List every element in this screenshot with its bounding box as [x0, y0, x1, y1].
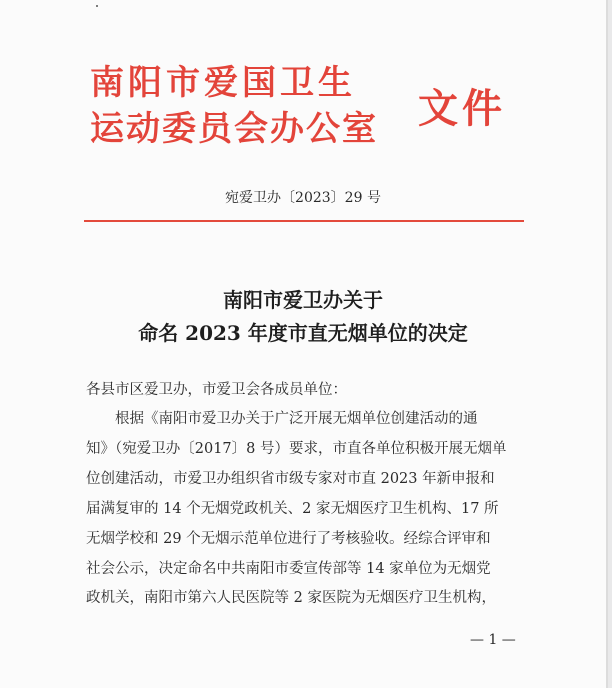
paragraph-line: 知》（宛爱卫办〔2017〕8 号）要求，市直各单位积极开展无烟单 — [86, 441, 507, 457]
paragraph-line: 届满复审的 14 个无烟党政机关、2 家无烟医疗卫生机构、17 所 — [86, 501, 499, 517]
paragraph-line: 根据《南阳市爱卫办关于广泛开展无烟单位创建活动的通 — [115, 411, 478, 427]
red-header-rule — [84, 220, 524, 222]
document-type-label: 文件 — [418, 85, 506, 132]
issuing-org-line-2: 运动委员会办公室 — [90, 109, 378, 149]
salutation: 各县市区爱卫办，市爱卫会各成员单位： — [86, 382, 347, 398]
issuing-org-line-1: 南阳市爱国卫生 — [90, 63, 356, 103]
scan-speck — [96, 5, 98, 7]
paragraph-line: 位创建活动，市爱卫办组织省市级专家对市直 2023 年新申报和 — [86, 471, 495, 487]
document-number: 宛爱卫办〔2023〕29 号 — [225, 190, 381, 206]
paragraph-line: 政机关，南阳市第六人民医院等 2 家医院为无烟医疗卫生机构， — [86, 590, 496, 606]
paragraph-line: 社会公示，决定命名中共南阳市委宣传部等 14 家单位为无烟党 — [86, 561, 491, 577]
paragraph-line: 无烟学校和 29 个无烟示范单位进行了考核验收。经综合评审和 — [86, 531, 491, 547]
page-number: — 1 — — [470, 632, 516, 648]
document-title-line-2: 命名 2023 年度市直无烟单位的决定 — [138, 321, 468, 345]
document-title-line-1: 南阳市爱卫办关于 — [223, 288, 383, 312]
